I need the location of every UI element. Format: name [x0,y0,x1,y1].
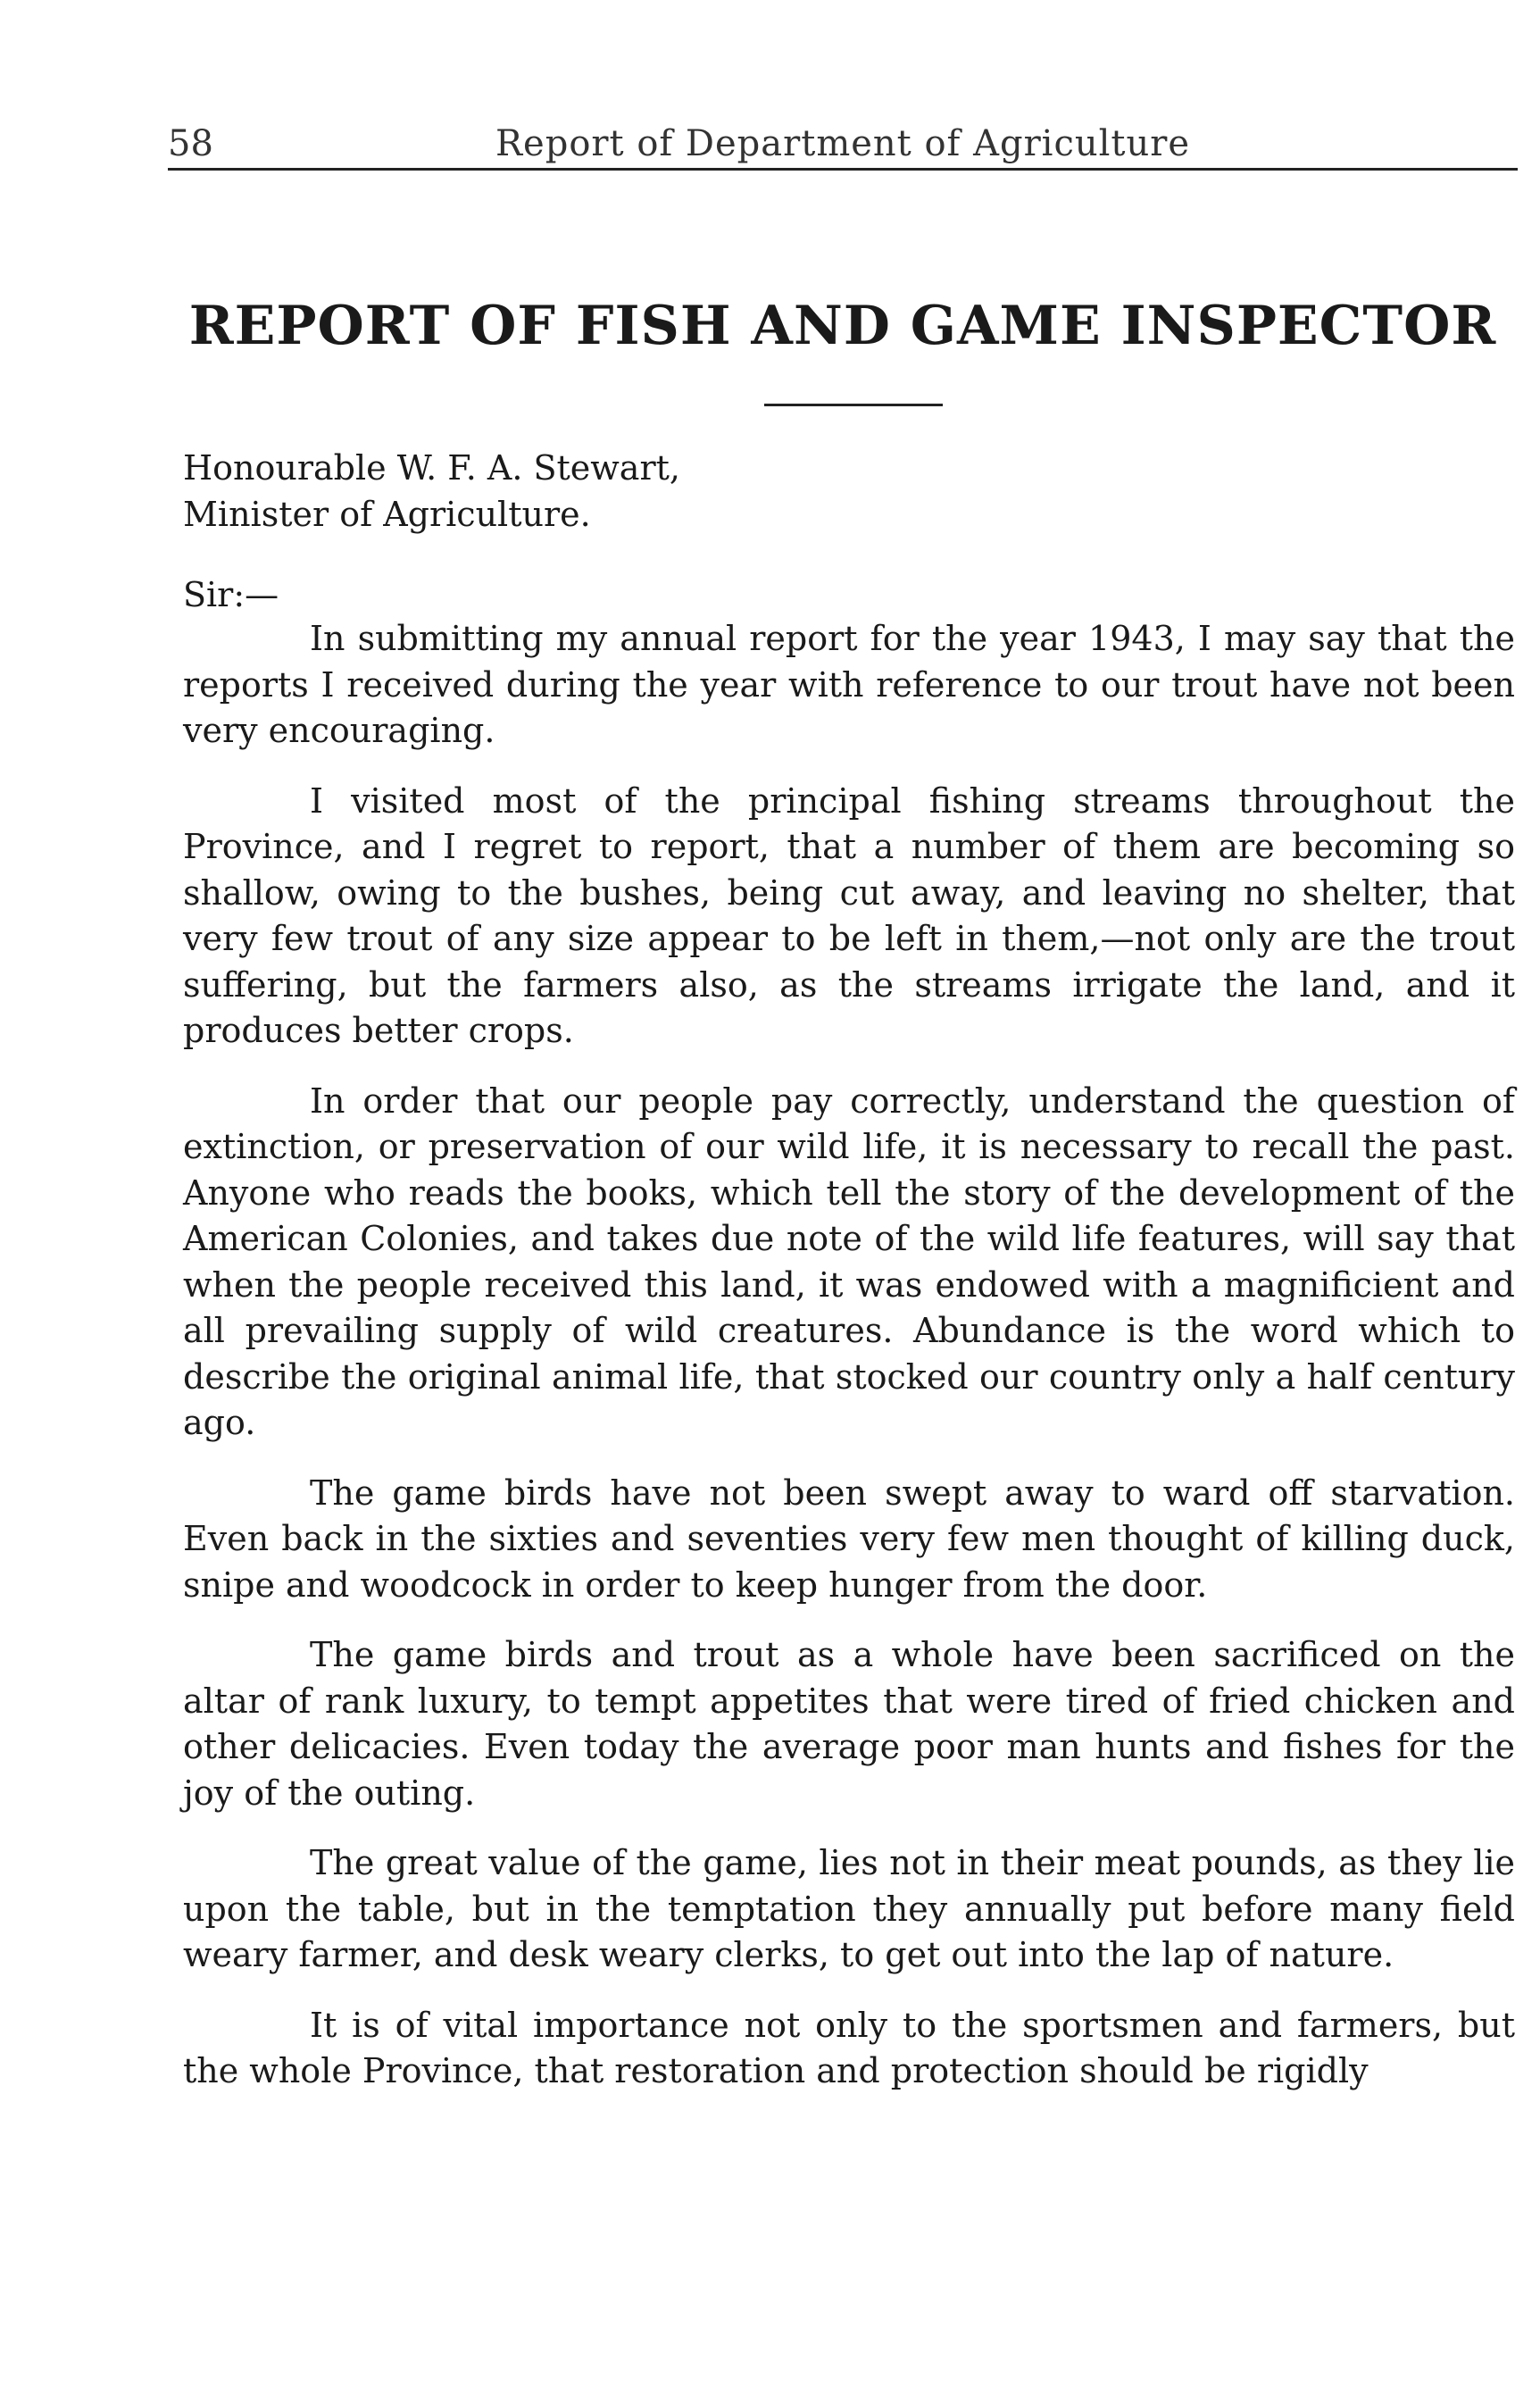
address-line-office: Minister of Agriculture. [183,495,591,534]
address-block [183,445,680,538]
running-title: Report of Department of Agriculture [495,123,1191,164]
report-body [183,616,1515,2119]
paragraph: The game birds have not been swept away to ward off starvation. Even back in the sixties and seventies very few men thought of killing duck, snipe and woodcock in order to keep hunger from the door. [183,1472,1515,1605]
address-line-name: Honourable W. F. A. Stewart, [183,448,680,488]
paragraph: The game birds and trout as a whole have been sacrificed on the altar of rank luxury, to tempt appetites that were tired of fried chicken and other delicacies. Even today the average poor man hunts and fishes for the joy of the outing. [183,1635,1515,1813]
running-header [168,118,1518,171]
paragraph: It is of vital importance not only to the sportsmen and farmers, but the whole Province, that restoration and protection should be rigidly [183,2005,1515,2090]
page-number: 58 [168,123,213,164]
title-divider [764,404,943,406]
paragraph: In order that our people pay correctly, understand the question of extinction, or preservation of our wild life, it is necessary to recall the past. Anyone who reads the books, which tell the story of the development of the American Colonies, and takes due note of the wild life features, will say that when the people received this land, it was endowed with a magnificient and all prevailing supply of wild creatures. Abundance is the word which to describe the original animal life, that stocked our country only a half century ago. [183,1080,1515,1442]
salutation: Sir:— [183,575,279,614]
paragraph: In submitting my annual report for the year 1943, I may say that the reports I received during the year with reference to our trout have not been very encouraging. [183,619,1515,750]
paragraph: I visited most of the principal fishing streams throughout the Province, and I regret to report, that a number of them are becoming so shallow, owing to the bushes, being cut away, and leaving no shelter, that very few trout of any size appear to be left in them,—not only are the trout suffering, but the farmers also, as the streams irrigate the land, and it produces better crops. [183,780,1515,1050]
report-title: REPORT OF FISH AND GAME INSPECTOR [188,295,1497,357]
paragraph: The great value of the game, lies not in their meat pounds, as they lie upon the table, but in the temptation they annually put before many field weary farmer, and desk weary clerks, to get out into the lap of nature. [183,1843,1515,1974]
